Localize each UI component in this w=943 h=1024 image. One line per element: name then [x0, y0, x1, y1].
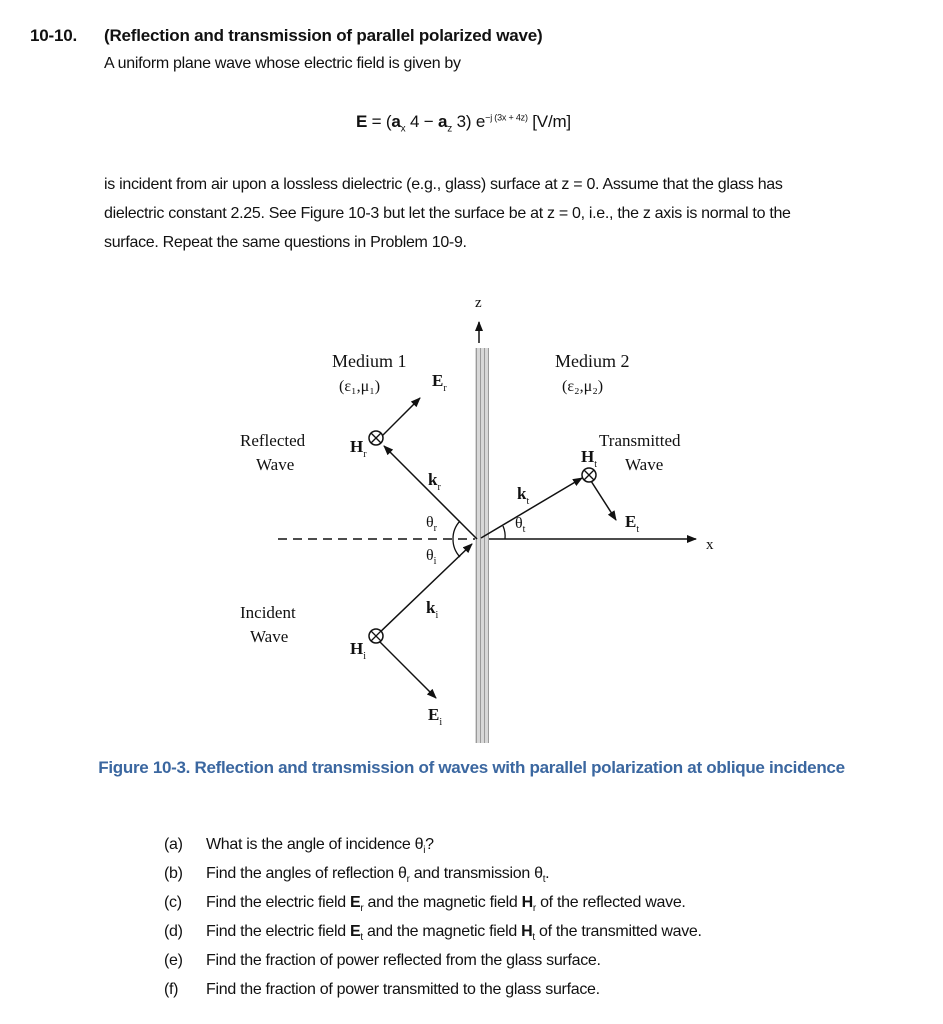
eq-exponent: −j (3x + 4z) [485, 112, 528, 123]
z-axis-label: z [475, 295, 482, 311]
figure-caption: Figure 10-3. Reflection and transmission of waves with parallel polarization at oblique incidence [98, 758, 845, 777]
question-label: (c) [164, 894, 182, 911]
question-text: What is the angle of incidence $\theta_i$? [206, 836, 434, 857]
question-label: (a) [164, 836, 183, 853]
question-label: (f) [164, 981, 179, 998]
eq-E: E [356, 112, 368, 131]
eq-part: 4 − [405, 112, 439, 131]
theta-t-label: $\theta_t$ [515, 515, 526, 535]
eq-unit: [V/m] [527, 112, 571, 131]
eq-az-sub: z [447, 123, 453, 135]
question-text: Find the angles of reflection $\theta_r$ and transmission $\theta_t$. [206, 865, 550, 886]
Et-vector [591, 481, 616, 520]
eq-part: 3) e [452, 112, 486, 131]
eq-part: = ( [367, 112, 392, 131]
Hr-label: $H_r$ [350, 437, 367, 460]
Ht-into-page-icon [582, 468, 596, 482]
body-line: dielectric constant 2.25. See Figure 10-3 but let the surface be at z = 0, i.e., the z axis is normal to the [104, 205, 791, 222]
Hi-into-page-icon [369, 629, 383, 643]
problem-title: (Reflection and transmission of parallel polarized wave) [104, 26, 543, 45]
question-list [164, 836, 702, 1010]
kt-ray [481, 478, 582, 538]
kt-label: $k_t$ [517, 484, 530, 507]
theta-r-label: $\theta_r$ [426, 514, 438, 534]
question-text: Find the fraction of power reflected from the glass surface. [206, 952, 601, 969]
question-text: Find the electric field $E_r$ and the magnetic field $H_r$ of the reflected wave. [206, 894, 686, 915]
Hr-into-page-icon [369, 431, 383, 445]
question-item [164, 836, 702, 865]
theta-i-arc [453, 539, 460, 557]
theta-r-arc [453, 521, 460, 539]
question-label: (d) [164, 923, 183, 940]
medium1-params: (ε₁,μ₁) [339, 378, 381, 395]
question-label: (e) [164, 952, 183, 969]
ki-ray [376, 544, 472, 636]
transmitted-label: Transmitted [599, 431, 681, 450]
ki-label: $k_i$ [426, 598, 439, 621]
question-item [164, 865, 702, 894]
theta-t-arc [503, 526, 505, 539]
problem-intro: A uniform plane wave whose electric field is given by [104, 55, 461, 72]
medium1-label: Medium 1 [332, 351, 407, 371]
medium2-label: Medium 2 [555, 351, 630, 371]
eq-ax-sub: x [400, 123, 406, 135]
x-axis-label: x [706, 537, 714, 553]
question-label: (b) [164, 865, 183, 882]
medium2-params: (ε₂,μ₂) [562, 378, 604, 395]
incident-label: Incident [240, 603, 296, 622]
Ht-label: $H_t$ [581, 447, 598, 470]
interface-slab [475, 348, 489, 743]
question-item [164, 894, 702, 923]
question-item [164, 923, 702, 952]
kr-label: $k_r$ [428, 470, 441, 493]
reflected-label: Reflected [240, 431, 306, 450]
Ei-vector [378, 640, 436, 698]
reflected-label: Wave [256, 455, 295, 474]
question-text: Find the electric field $E_t$ and the magnetic field $H_t$ of the transmitted wave. [206, 923, 702, 944]
Er-vector [378, 398, 420, 440]
question-text: Find the fraction of power transmitted to the glass surface. [206, 981, 600, 998]
eq-ax: a [391, 112, 401, 131]
theta-i-label: $\theta_i$ [426, 547, 437, 567]
problem-number: 10-10. [30, 26, 78, 45]
question-item [164, 952, 702, 981]
eq-az: a [438, 112, 448, 131]
incident-label: Wave [250, 627, 289, 646]
Hi-label: $H_i$ [350, 639, 367, 662]
Et-label: $E_t$ [625, 512, 640, 535]
Ei-label: $E_i$ [428, 705, 443, 728]
question-item [164, 981, 702, 1010]
Er-label: $E_r$ [432, 371, 447, 394]
transmitted-label: Wave [625, 455, 664, 474]
body-line: surface. Repeat the same questions in Problem 10-9. [104, 234, 467, 251]
body-line: is incident from air upon a lossless dielectric (e.g., glass) surface at z = 0. Assume that the glass has [104, 176, 783, 193]
